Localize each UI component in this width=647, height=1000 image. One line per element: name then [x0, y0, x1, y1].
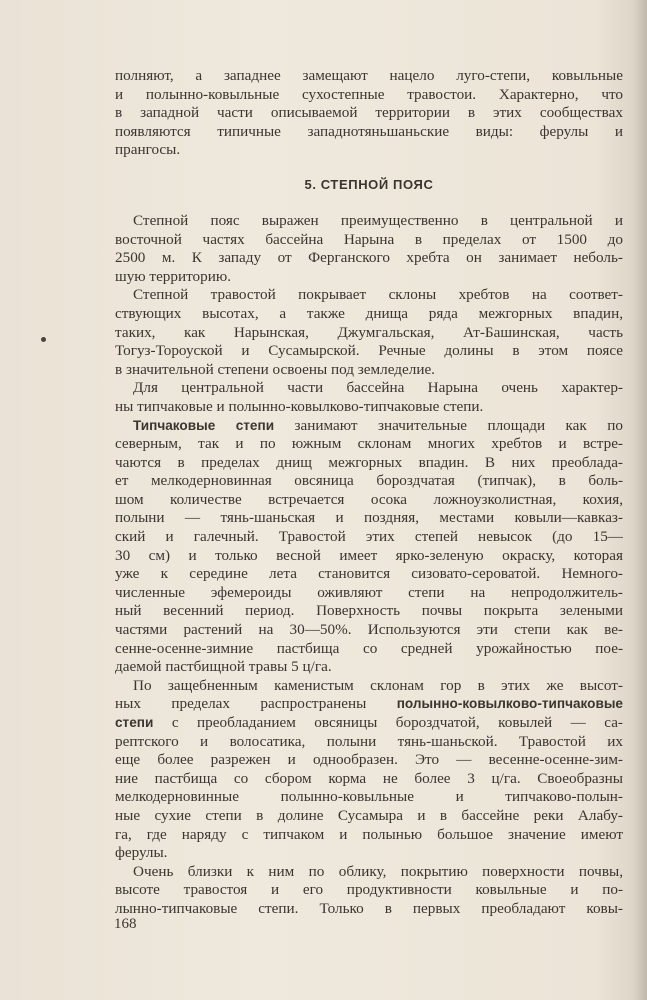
text-run: с преобладанием овсяницы бороздчатой, ковылей — са- — [153, 714, 623, 731]
text-line: появляются типичные западнотяньшаньские виды: ферулы и — [115, 122, 623, 140]
text-line: Тогуз-Тороуской и Сусамырской. Речные долины в этом поясе — [115, 342, 623, 360]
text-line: ные сухие степи в долине Сусамыра и в бассейне реки Алабу- — [115, 806, 623, 824]
term-bold: степи — [115, 715, 154, 730]
text-line: ние пастбища со сбором корма не более 3 ц/га. Своеобразны — [115, 769, 623, 787]
text-line: даемой пастбищной травы 5 ц/га. — [115, 658, 332, 676]
text-line: северным, так и по южным склонам многих хребтов и встре- — [115, 435, 623, 453]
text-line: рептского и волосатика, полыни тянь-шаньской. Травостой их — [115, 732, 623, 750]
text-line: полняют, а западнее замещают нацело луго-степи, ковыльные — [115, 67, 623, 84]
section-heading: 5. СТЕПНОЙ ПОЯС — [304, 176, 434, 192]
text-line: шом количестве встречается осока ложноузколистная, кохия, — [115, 490, 623, 508]
text-line: еще более разрежен и однообразен. Это — весенне-осенне-зим- — [115, 751, 623, 769]
text-line: Степной пояс выражен преимущественно в центральной и — [133, 211, 623, 229]
text-line: ский и галечный. Травостой этих степей невысок (до 15— — [115, 528, 623, 546]
page-text — [115, 67, 623, 919]
text-line: уже к середине лета становится сизовато-сероватой. Немного- — [115, 565, 623, 583]
text-run: ных пределах распространены — [115, 695, 397, 713]
text-line: ет мелкодерновинная овсяница бороздчатая (типчак), в боль- — [115, 472, 623, 490]
text-line: Для центральной части бассейна Нарына очень характер- — [133, 379, 623, 397]
page-number: 168 — [114, 916, 137, 932]
text-line: сенне-осенне-зимние пастбища со средней урожайностью пое- — [115, 639, 623, 657]
text-line: полыни — тянь-шаньская и поздняя, местами ковыли—кавказ- — [115, 509, 623, 527]
text-line: восточной частях бассейна Нарына в пределах от 1500 до — [115, 230, 623, 248]
text-line: лынно-типчаковые степи. Только в первых преобладают ковы- — [115, 899, 623, 917]
text-line: 2500 м. К западу от Ферганского хребта он занимает неболь- — [115, 249, 623, 267]
text-line — [115, 417, 623, 436]
text-line: По защебненным каменистым склонам гор в этих же высот- — [133, 676, 623, 694]
text-line: Очень близки к ним по облику, покрытию поверхности почвы, — [133, 862, 623, 880]
text-line: Степной травостой покрывает склоны хребтов на соответ- — [133, 286, 623, 304]
text-line: ны типчаковые и полынно-ковылково-типчаковые степи. — [115, 397, 484, 415]
text-line: ствующих высотах, а также днища ряда межгорных впадин, — [115, 304, 623, 322]
term-bold: Типчаковые степи — [133, 417, 275, 433]
text-line: чаются в пределах днищ межгорных впадин. В них преоблада- — [115, 453, 623, 471]
text-line: шую территорию. — [115, 267, 232, 285]
term-bold: полынно-ковылково-типчаковые — [396, 696, 623, 712]
text-line: в значительной степени освоены под земледелие. — [115, 360, 435, 378]
text-line: ферулы. — [115, 844, 168, 862]
text-line: частями растений на 30—50%. Используются эти степи как ве- — [115, 621, 623, 639]
spine-shadow — [633, 0, 647, 1000]
text-line: таких, как Нарынская, Джумгальская, Ат-Башинская, часть — [115, 323, 623, 341]
text-line: в западной части описываемой территории в этих сообществах — [115, 104, 623, 122]
text-line: и полынно-ковыльные сухостепные травостои. Характерно, что — [115, 85, 623, 103]
text-line: ный весенний период. Поверхность почвы покрыта зелеными — [115, 602, 623, 620]
ink-dot — [41, 337, 46, 342]
text-line: высоте травостоя и его продуктивности ковыльные и по- — [115, 881, 623, 899]
text-line: 30 см) и только весной имеет ярко-зеленую окраску, которая — [115, 546, 623, 564]
text-line: га, где наряду с типчаком и полынью большое значение имеют — [115, 825, 623, 843]
text-line: мелкодерновинные полынно-ковыльные и типчаково-полын- — [115, 788, 623, 806]
text-line — [115, 695, 623, 714]
text-line: численные эфемероиды оживляют степи на непродолжитель- — [115, 583, 623, 601]
text-line — [115, 714, 623, 733]
text-line: прангосы. — [115, 141, 181, 159]
text-run: занимают значительные площади как по — [274, 416, 623, 434]
